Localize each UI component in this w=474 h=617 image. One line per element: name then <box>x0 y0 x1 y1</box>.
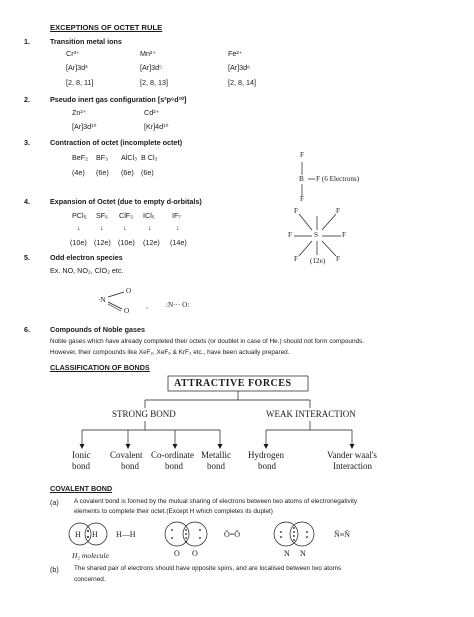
s3-compound: B Cl₃ <box>141 153 158 162</box>
tree-leaf-label: Vander waal's <box>327 450 377 460</box>
sf6-s: S <box>314 231 318 239</box>
tree-leaf-label: Hydrogen <box>248 450 284 460</box>
sf6-bond <box>299 241 312 256</box>
electron-dot <box>185 533 187 535</box>
s3-heading: Contraction of octet (incomplete octet) <box>50 138 183 147</box>
s1-shell: [2, 8, 14] <box>228 78 256 87</box>
sf6-f: F <box>336 207 340 215</box>
covalent-a-text: A covalent bond is formed by the mutual sharing of electrons between two atoms of electronegativity <box>74 498 358 505</box>
s1-shell: [2, 8, 11] <box>66 78 94 87</box>
s3-number: 3. <box>24 138 30 147</box>
tree-arrowhead <box>173 444 178 449</box>
s1-number: 1. <box>24 37 30 46</box>
s3-electrons: (6e) <box>141 168 154 177</box>
s1-shell: [2, 8, 13] <box>140 78 168 87</box>
no2-o-top: O <box>126 287 132 295</box>
n2-bond: N̈≡N̈ <box>334 530 351 539</box>
covalent-b-text: concerned. <box>74 576 106 583</box>
electron-dot <box>199 529 201 531</box>
s1-heading: Transition metal ions <box>50 37 122 46</box>
s4-electrons: (12e) <box>94 238 111 247</box>
tree-arrowhead <box>126 444 131 449</box>
h2-caption: H₂ molecule <box>72 551 109 560</box>
s3-compound: BF₃ <box>96 153 109 162</box>
sf6-bond <box>322 214 336 230</box>
tree-leaf-label: Ionic <box>72 450 91 460</box>
h2-atom-left: H <box>75 530 81 539</box>
s4-arrow: ↓ <box>148 223 152 232</box>
s4-arrow: ↓ <box>77 223 81 232</box>
s3-compound: AlCl₃ <box>121 153 138 162</box>
electron-dot <box>185 529 187 531</box>
s4-compound: PCl₅ <box>72 211 87 220</box>
s4-compound: IF₇ <box>172 211 181 220</box>
tree-arrowhead <box>80 444 85 449</box>
s5-number: 5. <box>24 253 30 262</box>
s4-compound: ClF₃ <box>119 211 134 220</box>
sf6-label: (12e) <box>310 257 326 265</box>
n2-orbital <box>290 522 314 546</box>
s4-arrow: ↓ <box>176 223 180 232</box>
no2-o-bottom: O <box>124 307 130 315</box>
bf3-b: B <box>299 175 304 183</box>
bf3-f-bottom: F <box>300 195 304 203</box>
bf3-label: F (6 Electrons) <box>316 175 360 183</box>
tree-root-box <box>168 376 308 391</box>
s2-heading: Pseudo inert gas configuration [s²p⁶d¹⁰] <box>50 95 187 104</box>
electron-dot <box>199 537 201 539</box>
s5-heading: Odd electron species <box>50 253 123 262</box>
sf6-bond <box>299 214 312 230</box>
s1-config: [Ar]3d³ <box>66 63 88 72</box>
tree-arrowhead <box>218 444 223 449</box>
s4-electrons: (12e) <box>143 238 160 247</box>
s1-ion: Mn²⁺ <box>140 49 157 58</box>
tree-leaf-label: Co-ordinate <box>151 450 194 460</box>
tree-leaf-label: bond <box>165 461 183 471</box>
tree-leaf-label: Interaction <box>333 461 372 471</box>
s6-number: 6. <box>24 325 30 334</box>
s2-ion: Cd²⁺ <box>144 108 160 117</box>
s1-config: [Ar]3d⁵ <box>140 63 163 72</box>
covalent-a-text: elements to complete their octet.(Except H which completes its duplet) <box>74 508 273 515</box>
electron-dot <box>293 531 295 533</box>
electron-dot <box>306 531 308 533</box>
electron-dot <box>293 527 295 529</box>
tree-root: ATTRACTIVE FORCES <box>174 378 292 389</box>
s4-arrow: ↓ <box>123 223 127 232</box>
tree-strong-bond: STRONG BOND <box>112 409 176 419</box>
s3-electrons: (4e) <box>72 168 85 177</box>
electron-dot <box>87 536 89 538</box>
no-structure: :N··· O: <box>166 301 190 309</box>
n2-atom-label: N <box>300 549 306 558</box>
s6-heading: Compounds of Noble gases <box>50 325 146 334</box>
electron-dot <box>280 536 282 538</box>
covalent-b-label: (b) <box>50 565 59 574</box>
tree-leaf-label: bond <box>258 461 276 471</box>
electron-dot <box>293 539 295 541</box>
h2-orbital <box>85 523 107 545</box>
electron-dot <box>306 536 308 538</box>
s4-electrons: (10e) <box>70 238 87 247</box>
s2-ion: Zn²⁺ <box>72 108 87 117</box>
electron-dot <box>185 537 187 539</box>
no2-bond <box>108 292 124 297</box>
s5-examples: Ex. NO, NO₂, ClO₂ etc. <box>50 266 124 275</box>
electron-dot <box>87 530 89 532</box>
tree-leaf-label: bond <box>72 461 90 471</box>
electron-dot <box>280 531 282 533</box>
tree-arrowhead <box>264 444 269 449</box>
s4-compound: SF₆ <box>96 211 109 220</box>
covalent-b-text: The shared pair of electrons should have opposite spins, and are localised between two atoms <box>74 565 342 572</box>
tree-leaf-label: bond <box>207 461 225 471</box>
s6-text: Noble gases which have already completed their octets (or doublet in case of He.) should not form compounds. <box>50 338 365 345</box>
s2-config: [Ar]3d¹⁰ <box>72 122 97 131</box>
page-title: EXCEPTIONS OF OCTET RULE <box>50 23 163 32</box>
sf6-f: F <box>288 231 292 239</box>
s1-ion: Cr³⁺ <box>66 49 80 58</box>
s4-number: 4. <box>24 197 30 206</box>
s4-electrons: (10e) <box>118 238 135 247</box>
tree-leaf-label: bond <box>121 461 139 471</box>
sf6-f: F <box>294 255 298 263</box>
s4-compound: ICl₅ <box>143 211 155 220</box>
tree-leaf-label: Covalent <box>110 450 143 460</box>
n2-atom-label: N <box>284 549 290 558</box>
o2-bond: Ö=Ö <box>224 530 241 539</box>
s2-config: [Kr]4d¹⁰ <box>144 122 169 131</box>
electron-dot <box>171 529 173 531</box>
electron-dot <box>185 541 187 543</box>
s3-electrons: (6e) <box>96 168 109 177</box>
sf6-f: F <box>342 231 346 239</box>
s1-config: [Ar]3d⁶ <box>228 63 251 72</box>
no2-n: ·N <box>98 296 106 304</box>
s6-text: However, their compounds like XeF₂, XeF₆ & KrF₂ etc., have been actually prepared. <box>50 349 290 356</box>
sf6-f: F <box>294 207 298 215</box>
s3-electrons: (6e) <box>121 168 134 177</box>
no2-comma: , <box>146 301 148 310</box>
sf6-bond <box>322 241 336 256</box>
sf6-f: F <box>336 255 340 263</box>
tree-leaf-label: Metallic <box>201 450 231 460</box>
s1-ion: Fe²⁺ <box>228 49 243 58</box>
h2-bond: H—H <box>116 530 136 539</box>
electron-dot <box>171 537 173 539</box>
electron-dot <box>293 535 295 537</box>
s4-electrons: (14e) <box>170 238 187 247</box>
covalent-a-label: (a) <box>50 498 59 507</box>
bf3-f-top: F <box>300 151 304 159</box>
o2-atom-label: O <box>192 549 198 558</box>
s2-number: 2. <box>24 95 30 104</box>
o2-atom-label: O <box>174 549 180 558</box>
covalent-title: COVALENT BOND <box>50 484 113 493</box>
s4-heading: Expansion of Octet (due to empty d-orbitals) <box>50 197 202 206</box>
classification-title: CLASSIFICATION OF BONDS <box>50 363 150 372</box>
s3-compound: BeF₂ <box>72 153 88 162</box>
s4-arrow: ↓ <box>100 223 104 232</box>
tree-arrowhead <box>350 444 355 449</box>
h2-atom-right: H <box>92 530 98 539</box>
n2-orbital <box>274 522 298 546</box>
tree-weak-interaction: WEAK INTERACTION <box>266 409 356 419</box>
